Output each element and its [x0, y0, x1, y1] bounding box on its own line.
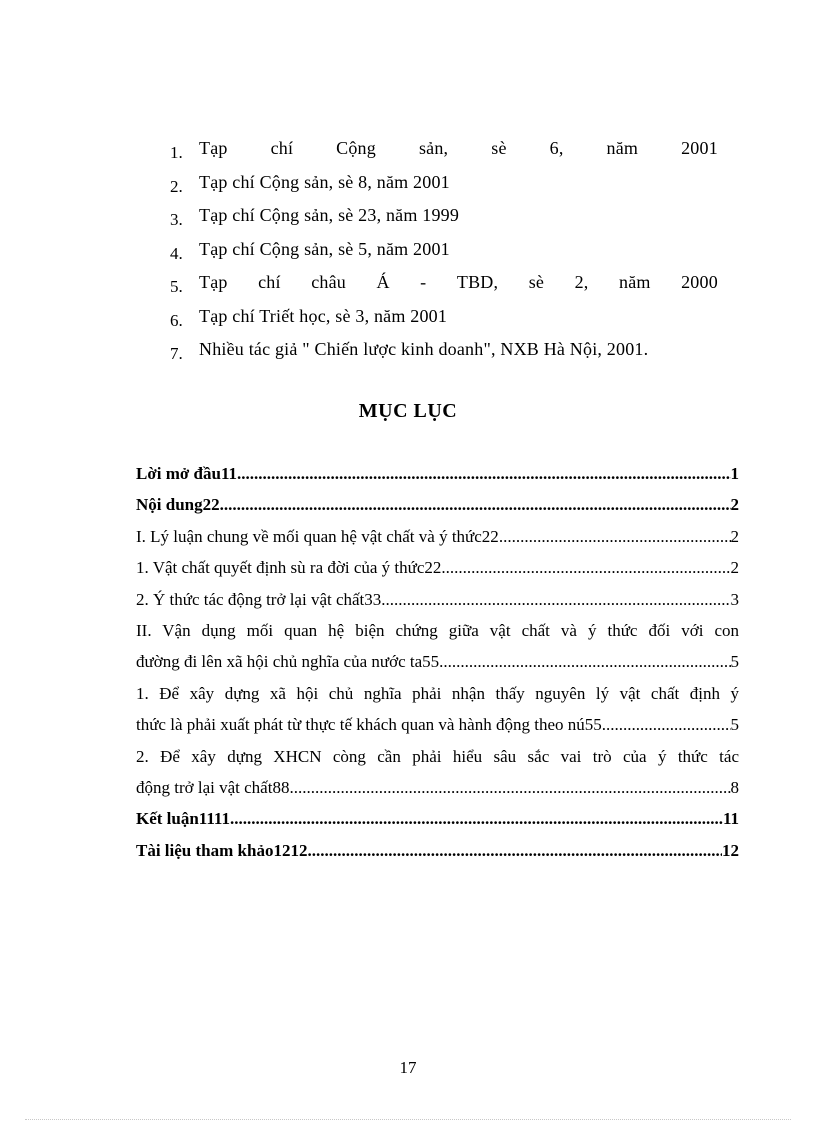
reference-item [170, 272, 718, 306]
toc-entry[interactable] [136, 646, 739, 677]
toc-entry[interactable] [136, 709, 739, 740]
toc-page-number: 11 [722, 809, 739, 829]
table-of-contents [136, 458, 739, 866]
dot-leader [441, 552, 730, 583]
reference-text: Tạp chí Triết học, sè 3, năm 2001 [199, 305, 448, 326]
toc-entry-text: 2. Ý thức tác động trở lại vật chất33 [136, 589, 382, 609]
reference-word: 6, [549, 138, 564, 158]
reference-text: Tạp chí Cộng sản, sè 8, năm 2001 [199, 171, 450, 192]
toc-entry[interactable] [136, 458, 739, 489]
toc-entry-text: thức là phải xuất phát từ thực tế khách quan và hành động theo nú55 [136, 715, 602, 735]
toc-entry-text: 1. Vật chất quyết định sù ra đời của ý thức22 [136, 558, 442, 578]
reference-word: TBD, [456, 272, 499, 292]
reference-word: năm [606, 138, 639, 158]
reference-number: 6. [170, 310, 183, 330]
reference-word: năm [619, 272, 651, 292]
reference-number: 5. [170, 277, 183, 296]
toc-entry[interactable] [136, 835, 739, 866]
dot-leader [237, 458, 730, 489]
reference-number: 2. [170, 176, 183, 196]
toc-page-number: 5 [730, 652, 739, 672]
reference-text [199, 272, 718, 293]
page-number: 17 [399, 1058, 417, 1077]
reference-item [170, 138, 718, 172]
toc-page-number: 1 [730, 464, 739, 483]
reference-item [170, 306, 718, 340]
toc-entry[interactable] [136, 521, 739, 552]
toc-page-number: 2 [730, 558, 739, 578]
toc-entry-text: Tài liệu tham khảo1212 [136, 840, 308, 860]
toc-entry-text: Nội dung22 [136, 495, 220, 515]
reference-item [170, 239, 718, 273]
dot-leader [307, 835, 722, 866]
dot-leader [602, 709, 731, 740]
toc-page-number: 2 [730, 495, 739, 515]
reference-word: sản, [418, 138, 449, 158]
reference-word: sè [491, 138, 507, 158]
dot-leader [499, 521, 731, 552]
toc-page-number: 3 [730, 589, 739, 609]
reference-word: - [420, 272, 427, 292]
toc-entry-text: đường đi lên xã hội chủ nghĩa của nước ta55 [136, 652, 440, 672]
reference-text: Nhiều tác giả " Chiến lược kinh doanh", NXB Hà Nội, 2001. [199, 339, 649, 359]
reference-word: Á [376, 272, 390, 292]
toc-entry[interactable] [136, 741, 739, 772]
reference-item [170, 172, 718, 206]
reference-word: sè [528, 272, 545, 292]
toc-entry[interactable] [136, 489, 739, 520]
toc-entry-text: Lời mở đầu11 [136, 464, 238, 483]
toc-entry[interactable] [136, 552, 739, 583]
toc-page-number: 12 [722, 840, 739, 860]
reference-word: chí [258, 272, 281, 292]
reference-text [199, 138, 718, 159]
toc-entry[interactable] [136, 678, 739, 709]
reference-word: 2000 [681, 272, 718, 292]
reference-word: Tạp [199, 138, 228, 158]
page-bottom-rule [25, 1119, 791, 1120]
dot-leader [230, 803, 723, 834]
dot-leader [289, 772, 730, 803]
reference-word: châu [311, 272, 346, 292]
toc-entry-text: động trở lại vật chất88 [136, 777, 290, 797]
reference-number: 7. [170, 344, 183, 363]
dot-leader [381, 584, 730, 615]
toc-entry-text: 1. Để xây dựng xã hội chủ nghĩa phải nhận thấy nguyên lý vật chất định ý [136, 683, 739, 703]
toc-page-number: 2 [730, 526, 739, 546]
reference-list [170, 138, 718, 373]
reference-word: 2, [574, 272, 589, 292]
toc-entry-text: II. Vận dụng mối quan hệ biện chứng giữa vật chất và ý thức đối với con [136, 620, 739, 640]
reference-number: 4. [170, 243, 183, 263]
reference-item [170, 339, 718, 373]
toc-entry[interactable] [136, 584, 739, 615]
toc-entry-text: 2. Để xây dựng XHCN còng cần phải hiểu sâu sắc vai trò của ý thức tác [136, 746, 739, 766]
reference-word: chí [270, 138, 294, 158]
toc-entry-text: I. Lý luận chung về mối quan hệ vật chất và ý thức22 [136, 526, 499, 546]
toc-title: MỤC LỤC [358, 400, 458, 422]
reference-word: Cộng [336, 138, 376, 158]
reference-word: 2001 [681, 138, 718, 158]
reference-word: Tạp [199, 272, 228, 292]
toc-entry-text: Kết luận1111 [136, 809, 230, 829]
toc-entry[interactable] [136, 615, 739, 646]
reference-text: Tạp chí Cộng sản, sè 23, năm 1999 [199, 205, 460, 225]
reference-number: 1. [170, 143, 183, 162]
dot-leader [439, 646, 730, 677]
dot-leader [220, 489, 731, 520]
toc-page-number: 5 [730, 715, 739, 735]
toc-entry[interactable] [136, 772, 739, 803]
reference-item [170, 205, 718, 239]
reference-number: 3. [170, 210, 183, 229]
reference-text: Tạp chí Cộng sản, sè 5, năm 2001 [199, 238, 450, 259]
toc-entry[interactable] [136, 803, 739, 834]
toc-page-number: 8 [730, 777, 739, 797]
